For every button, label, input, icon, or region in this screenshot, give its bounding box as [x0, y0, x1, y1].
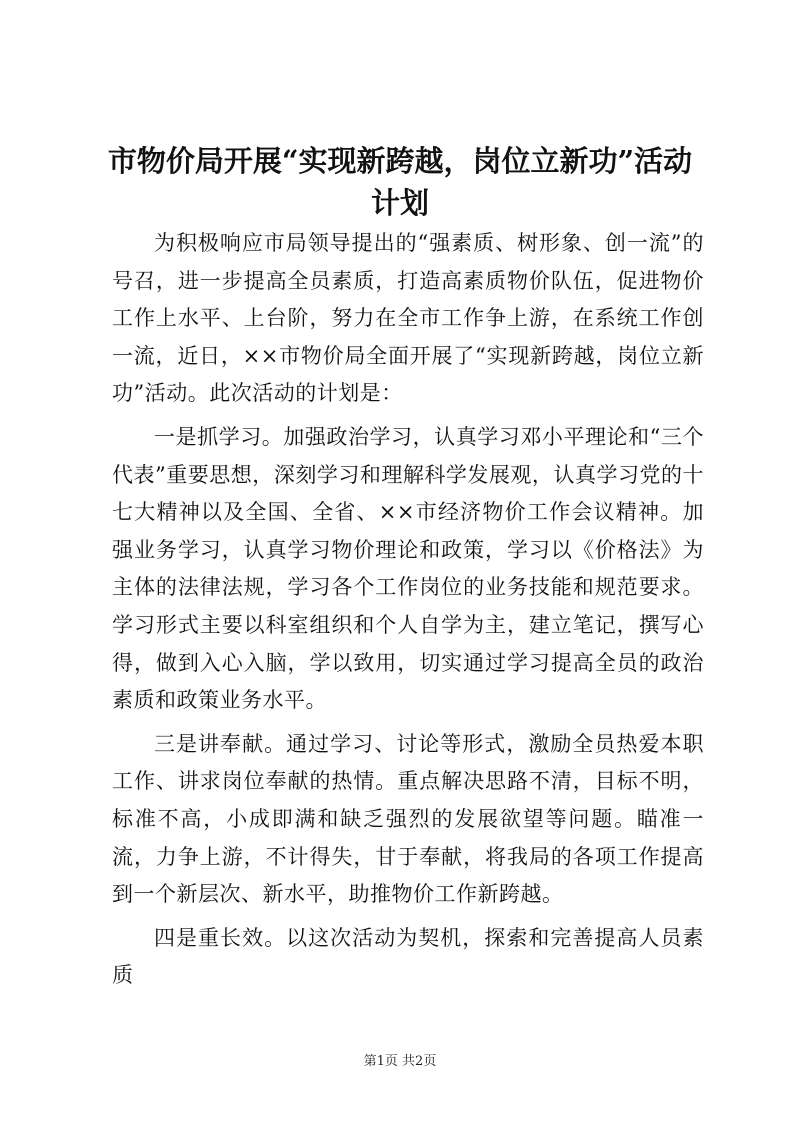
document-body — [112, 225, 704, 1001]
paragraph-intro: 为积极响应市局领导提出的“强素质、树形象、创一流”的号召，进一步提高全员素质，打造高素质物价队伍，促进物价工作上水平、上台阶，努力在全市工作争上游，在系统工作创一流，近日，××市物价局全面开展了“实现新跨越，岗位立新功”活动。此次活动的计划是： — [112, 231, 704, 406]
page-footer: 第1页 共2页 — [363, 1054, 437, 1069]
document-title: 市物价局开展“实现新跨越，岗位立新功”活动计划 — [107, 144, 693, 220]
paragraph-dedication: 三是讲奉献。通过学习、讨论等形式，激励全员热爱本职工作、讲求岗位奉献的热情。重点解决思路不清，目标不明，标准不高，小成即满和缺乏强烈的发展欲望等问题。瞄准一流，力争上游，不计得失，甘于奉献，将我局的各项工作提高到一个新层次、新水平，助推物价工作新跨越。 — [112, 731, 704, 907]
paragraph-study: 一是抓学习。加强政治学习，认真学习邓小平理论和“三个代表”重要思想，深刻学习和理解科学发展观，认真学习党的十七大精神以及全国、全省、××市经济物价工作会议精神。加强业务学习，认真学习物价理论和政策，学习以《价格法》为主体的法律法规，学习各个工作岗位的业务技能和规范要求。学习形式主要以科室组织和个人自学为主，建立笔记，撰写心得，做到入心入脑，学以致用，切实通过学习提高全员的政治素质和政策业务水平。 — [112, 424, 704, 713]
paragraph-long-term: 四是重长效。以这次活动为契机，探索和完善提高人员素质 — [112, 925, 704, 988]
